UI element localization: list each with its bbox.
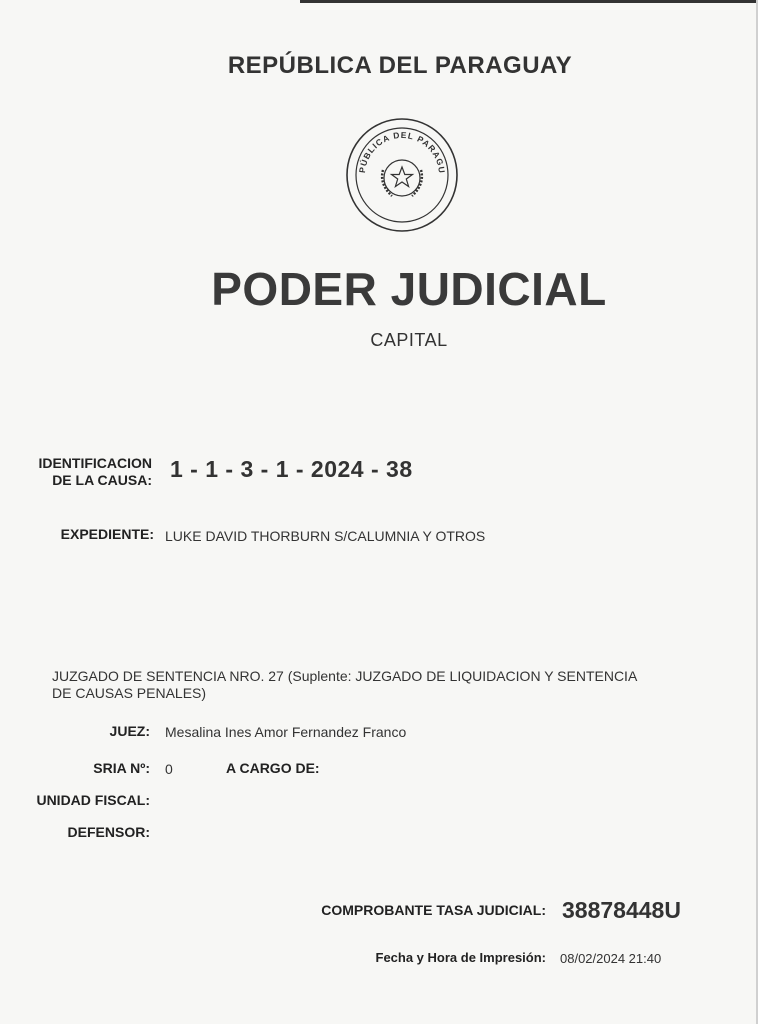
identificacion-label — [14, 455, 152, 489]
svg-text:REPÚBLICA DEL PARAGUAY — [345, 118, 447, 174]
republica-heading: REPÚBLICA DEL PARAGUAY — [227, 52, 573, 79]
juzgado-description — [52, 668, 752, 702]
juzgado-line-2: DE CAUSAS PENALES) — [52, 685, 207, 701]
juzgado-line-1: JUZGADO DE SENTENCIA NRO. 27 (Suplente: JUZGADO DE LIQUIDACION Y SENTENCIA — [52, 668, 638, 684]
sria-value: 0 — [165, 761, 173, 777]
unidad-fiscal-label: UNIDAD FISCAL: — [36, 792, 150, 808]
fecha-impresion-value: 08/02/2024 21:40 — [560, 951, 662, 966]
identificacion-label-line-1: IDENTIFICACION — [38, 455, 152, 471]
poder-judicial-title: PODER JUDICIAL — [211, 263, 607, 315]
expediente-value: LUKE DAVID THORBURN S/CALUMNIA Y OTROS — [165, 528, 486, 544]
national-seal — [345, 118, 459, 232]
circunscripcion-label: CAPITAL — [370, 330, 448, 350]
expediente-label: EXPEDIENTE: — [60, 526, 154, 542]
a-cargo-label: A CARGO DE: — [226, 760, 320, 776]
identificacion-label-line-2: DE LA CAUSA: — [52, 472, 152, 488]
identificacion-value: 1 - 1 - 3 - 1 - 2024 - 38 — [170, 456, 413, 482]
juez-label: JUEZ: — [109, 723, 150, 739]
tasa-judicial-value: 38878448U — [562, 897, 681, 923]
fecha-impresion-label: Fecha y Hora de Impresión: — [375, 950, 546, 965]
tasa-judicial-label: COMPROBANTE TASA JUDICIAL: — [321, 902, 546, 918]
defensor-label: DEFENSOR: — [67, 824, 150, 840]
sria-label: SRIA Nº: — [93, 760, 150, 776]
top-border-line — [300, 0, 758, 3]
juez-value: Mesalina Ines Amor Fernandez Franco — [165, 724, 407, 740]
seal-text: PÚBLICA DEL PARAGU — [356, 129, 448, 175]
